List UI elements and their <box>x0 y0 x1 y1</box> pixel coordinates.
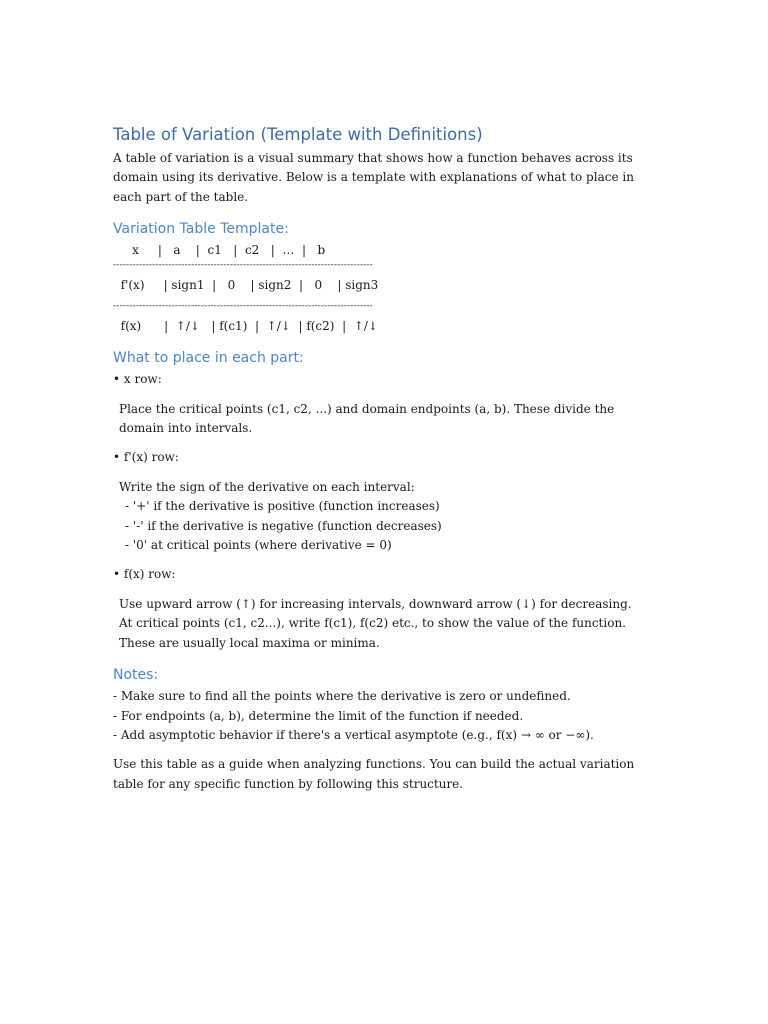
fprime-row-bullet: • f'(x) row: <box>113 450 179 465</box>
document-title: Table of Variation (Template with Definitions) <box>113 125 483 144</box>
document-body <box>113 124 653 794</box>
x-row-bullet: • x row: <box>113 372 162 387</box>
table-fprime-row: f'(x) | sign1 | 0 | sign2 | 0 | sign3 <box>113 278 379 293</box>
x-row-text: Place the critical points (c1, c2, ...) and domain endpoints (a, b). These divide the domain into intervals. <box>119 401 615 436</box>
fprime-row-lead: Write the sign of the derivative on each interval: <box>119 479 415 494</box>
intro-paragraph: A table of variation is a visual summary that shows how a function behaves across its domain using its derivative. Below is a template with explanations of what to place in each part of the table. <box>113 151 634 204</box>
f-row-bullet: • f(x) row: <box>113 567 176 582</box>
note-item: - Add asymptotic behavior if there's a vertical asymptote (e.g., f(x) → ∞ or −∞). <box>113 727 594 742</box>
table-divider-2: -------------------------------------------------------------------------------- <box>113 301 373 312</box>
table-divider-1: -------------------------------------------------------------------------------- <box>113 260 373 271</box>
notes-heading: Notes: <box>113 667 159 684</box>
parts-heading: What to place in each part: <box>113 350 304 367</box>
f-row-line: At critical points (c1, c2...), write f(c1), f(c2) etc., to show the value of the function. <box>119 616 626 631</box>
template-heading: Variation Table Template: <box>113 221 289 238</box>
note-item: - For endpoints (a, b), determine the limit of the function if needed. <box>113 708 524 723</box>
f-row-line: Use upward arrow (↑) for increasing intervals, downward arrow (↓) for decreasing. <box>119 596 632 611</box>
table-f-row: f(x) | ↑/↓ | f(c1) | ↑/↓ | f(c2) | ↑/↓ <box>113 319 378 334</box>
table-x-row: x | a | c1 | c2 | … | b <box>113 243 326 258</box>
f-row-line: These are usually local maxima or minima. <box>119 635 380 650</box>
note-item: - Make sure to find all the points where the derivative is zero or undefined. <box>113 689 571 704</box>
fprime-row-item: - '-' if the derivative is negative (function decreases) <box>125 518 442 533</box>
fprime-row-item: - '+' if the derivative is positive (function increases) <box>125 499 440 514</box>
fprime-row-item: - '0' at critical points (where derivative = 0) <box>125 538 392 553</box>
closing-paragraph: Use this table as a guide when analyzing functions. You can build the actual variation table for any specific function by following this structure. <box>113 757 635 791</box>
